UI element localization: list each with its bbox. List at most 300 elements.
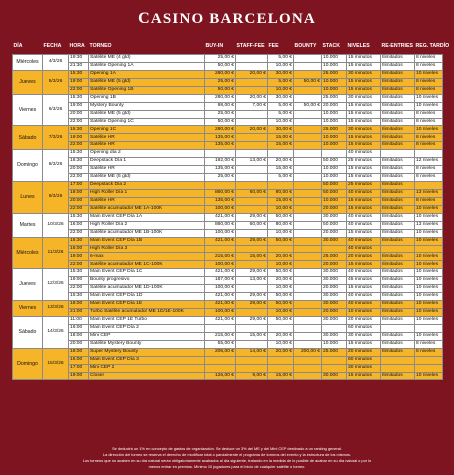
table-row [13, 332, 443, 340]
table-cell: 15,00 € [236, 253, 268, 261]
table-cell: 40 minutos [347, 213, 381, 221]
table-row [13, 316, 443, 324]
table-cell: 15 minutos [347, 174, 381, 182]
table-cell: 10,00 € [268, 340, 294, 348]
table-cell: 421,00 € [205, 316, 236, 324]
table-cell [268, 356, 294, 364]
table-cell [236, 150, 268, 158]
table-cell [236, 309, 268, 317]
column-header: STAFF-FEE [236, 37, 268, 55]
table-cell: 15,00 € [268, 142, 294, 150]
table-cell: 20,00 € [236, 94, 268, 102]
table-cell: 17:00 [69, 364, 89, 372]
table-cell: 15 minutos [347, 86, 381, 94]
table-cell: 20:00 [69, 110, 89, 118]
table-cell: 10,00 € [268, 62, 294, 70]
table-cell: 15 minutos [347, 205, 381, 213]
table-cell: 421,00 € [205, 237, 236, 245]
table-row [13, 150, 443, 158]
table-cell: 20,00 € [268, 332, 294, 340]
day-cell: Viernes [13, 94, 43, 126]
table-cell [236, 182, 268, 190]
table-body [13, 55, 443, 380]
table-row [13, 174, 443, 182]
table-cell [294, 293, 322, 301]
table-cell: 15:30 [69, 269, 89, 277]
table-cell: 19:30 [69, 55, 89, 63]
table-cell: Satélite HR [89, 166, 205, 174]
table-cell: 20,00 € [236, 70, 268, 78]
table-cell: 280,00 € [205, 70, 236, 78]
table-cell: 8 niveles [415, 166, 443, 174]
column-header: REG. TARDÍO [415, 37, 443, 55]
table-cell: 20 minutos [347, 253, 381, 261]
table-cell: 15 minutos [347, 229, 381, 237]
table-cell: 25,00 € [205, 55, 236, 63]
table-cell: 15 minutos [347, 261, 381, 269]
table-cell: 40 minutos [347, 293, 381, 301]
table-cell: 40 minutos [347, 269, 381, 277]
table-cell [205, 245, 236, 253]
table-cell [236, 134, 268, 142]
table-cell: 10 niveles [415, 205, 443, 213]
table-cell [236, 285, 268, 293]
table-cell: 5,00 € [268, 55, 294, 63]
table-cell: 19:00 [69, 253, 89, 261]
table-cell: Main Event CEP Día 3 [89, 356, 205, 364]
table-cell: Main Event CEP Día 1C [89, 269, 205, 277]
table-cell [236, 110, 268, 118]
table-cell [381, 150, 415, 158]
table-cell: 25.000 [322, 253, 347, 261]
table-cell: 22:00 [69, 205, 89, 213]
table-cell: 29,00 € [236, 213, 268, 221]
table-cell [236, 86, 268, 94]
table-cell: 80,00 € [268, 189, 294, 197]
table-cell: Main Event CEP 1E Turbo [89, 316, 205, 324]
table-cell: High Roller Día 3 [89, 245, 205, 253]
table-cell: 25.000 [322, 70, 347, 78]
table-cell: 10 niveles [415, 301, 443, 309]
table-cell: 100,00 € [205, 309, 236, 317]
table-cell: Ilimitados [381, 110, 415, 118]
table-cell: 50,00 € [205, 86, 236, 94]
date-cell: 4/3/26 [43, 55, 69, 71]
table-cell [294, 253, 322, 261]
table-cell: 7,00 € [236, 102, 268, 110]
table-cell [236, 62, 268, 70]
day-cell: Lunes [13, 182, 43, 214]
table-cell: 10,00 € [268, 309, 294, 317]
table-row [13, 142, 443, 150]
footer-note-1: Se deducirá un 1% en concepto de gastos de organización. Se deduce un 3% del ME y del Mini CEP destinado a un ranking general. [112, 446, 342, 451]
table-row [13, 158, 443, 166]
date-cell: 9/3/26 [43, 182, 69, 214]
table-cell: Ilimitados [381, 213, 415, 221]
table-cell [236, 142, 268, 150]
table-cell [294, 182, 322, 190]
table-cell: 98,00 € [205, 102, 236, 110]
table-cell: 20,00 € [268, 158, 294, 166]
table-cell: 22:00 [69, 118, 89, 126]
table-cell: 10 niveles [415, 102, 443, 110]
table-cell [236, 197, 268, 205]
column-header: TORNEO [89, 37, 205, 55]
table-cell: 15,00 € [268, 134, 294, 142]
table-row [13, 182, 443, 190]
table-cell: 215,00 € [205, 332, 236, 340]
table-row [13, 245, 443, 253]
table-cell: 25.000 [322, 94, 347, 102]
table-cell: Ilimitados [381, 142, 415, 150]
table-cell: 15 minutos [347, 372, 381, 380]
table-cell: 13,00 € [236, 158, 268, 166]
table-cell: 29,00 € [236, 237, 268, 245]
table-cell: Ilimitados [381, 301, 415, 309]
table-cell: 29,00 € [236, 301, 268, 309]
table-cell: 10 niveles [415, 70, 443, 78]
table-cell: Turbo Satélite acumulador ME 1D/1E-100K [89, 309, 205, 317]
table-cell [205, 150, 236, 158]
table-cell: 10 niveles [415, 372, 443, 380]
table-cell: 20.000 [322, 261, 347, 269]
table-cell: Satélite ME (4 gtd) [89, 55, 205, 63]
brand-initial: C [138, 10, 151, 27]
table-cell: Ilimitados [381, 293, 415, 301]
table-cell: 22:00 [69, 261, 89, 269]
table-cell: 60 minutos [347, 356, 381, 364]
table-cell: Main Event CEP Día 1E [89, 301, 205, 309]
table-cell [381, 364, 415, 372]
table-cell: 20.000 [322, 309, 347, 317]
table-cell: 50,00 € [268, 237, 294, 245]
table-cell: 18:00 [69, 332, 89, 340]
table-cell: Deepstack Día 2 [89, 182, 205, 190]
table-cell: 15 minutos [347, 118, 381, 126]
table-cell: 10.000 [322, 142, 347, 150]
table-cell: 15:30 [69, 213, 89, 221]
table-cell: Ilimitados [381, 372, 415, 380]
table-cell: 135,00 € [205, 197, 236, 205]
table-cell: 18:00 [69, 301, 89, 309]
table-cell: 421,00 € [205, 293, 236, 301]
day-cell: Miércoles [13, 237, 43, 269]
table-cell: 25 minutos [347, 158, 381, 166]
table-row [13, 126, 443, 134]
table-cell: 30 minutos [347, 332, 381, 340]
table-cell: 10 niveles [415, 316, 443, 324]
table-row [13, 94, 443, 102]
table-cell [294, 110, 322, 118]
table-cell: 10 niveles [415, 237, 443, 245]
table-cell: 55,00 € [205, 340, 236, 348]
table-cell: 8 niveles [415, 348, 443, 356]
table-cell: Mini CEP [89, 332, 205, 340]
column-header: RE-ENTRIES [381, 37, 415, 55]
table-cell: 30.000 [322, 316, 347, 324]
table-cell: Ilimitados [381, 221, 415, 229]
day-cell: Sábado [13, 316, 43, 348]
table-cell: Deepstack Día 1 [89, 158, 205, 166]
table-cell: 20,00 € [236, 126, 268, 134]
table-cell: 8 niveles [415, 142, 443, 150]
table-cell: Satélite Opening 1C [89, 118, 205, 126]
table-cell: 40 minutos [347, 245, 381, 253]
table-cell: Ilimitados [381, 70, 415, 78]
table-cell [205, 324, 236, 332]
table-cell: Ilimitados [381, 94, 415, 102]
table-cell: 50,00 € [268, 301, 294, 309]
table-row [13, 277, 443, 285]
table-cell: 10.000 [322, 78, 347, 86]
table-cell: 50,00 € [205, 62, 236, 70]
table-cell [294, 150, 322, 158]
table-cell: 280,00 € [205, 94, 236, 102]
table-cell: Ilimitados [381, 261, 415, 269]
table-cell: Main Event CEP Día 1D [89, 293, 205, 301]
brand-logo [0, 10, 454, 28]
table-cell: 15:30 [69, 94, 89, 102]
table-cell: 30.000 [322, 213, 347, 221]
table-cell: Ilimitados [381, 309, 415, 317]
table-cell: 10.000 [322, 110, 347, 118]
table-cell [294, 277, 322, 285]
table-cell: 10.000 [322, 55, 347, 63]
table-cell: 30.000 [322, 277, 347, 285]
table-cell: 30 minutos [347, 364, 381, 372]
table-cell: 15 minutos [347, 340, 381, 348]
table-cell: 16:30 [69, 158, 89, 166]
table-row [13, 213, 443, 221]
table-cell: Ilimitados [381, 166, 415, 174]
table-cell: 50.000 [322, 158, 347, 166]
table-cell [268, 324, 294, 332]
table-cell [205, 364, 236, 372]
table-cell [268, 245, 294, 253]
table-cell: Ilimitados [381, 126, 415, 134]
table-cell: Satélite acumulador ME 1A-100K [89, 205, 205, 213]
table-cell: 10 niveles [415, 261, 443, 269]
table-cell [294, 197, 322, 205]
table-cell: 8 niveles [415, 62, 443, 70]
table-cell: Ilimitados [381, 189, 415, 197]
table-cell: 10,00 € [268, 285, 294, 293]
table-cell: 10 niveles [415, 94, 443, 102]
table-cell [381, 324, 415, 332]
table-cell: 15:30 [69, 70, 89, 78]
date-cell: 14/3/26 [43, 316, 69, 348]
table-cell [294, 364, 322, 372]
table-cell: 20.000 [322, 102, 347, 110]
table-cell: 50.000 [322, 189, 347, 197]
table-cell: 30 minutos [347, 94, 381, 102]
table-row [13, 309, 443, 317]
table-cell: Ilimitados [381, 269, 415, 277]
table-cell [236, 324, 268, 332]
date-cell: 12/3/26 [43, 269, 69, 301]
table-cell: 50.000 [322, 182, 347, 190]
date-cell: 13/3/26 [43, 301, 69, 317]
table-row [13, 86, 443, 94]
table-header-row [13, 37, 443, 55]
table-cell: 135,00 € [205, 142, 236, 150]
table-cell: 18:00 [69, 348, 89, 356]
table-cell: 20 minutos [347, 348, 381, 356]
table-cell: 10 niveles [415, 269, 443, 277]
table-cell [415, 356, 443, 364]
table-row [13, 205, 443, 213]
table-cell: 10 niveles [415, 293, 443, 301]
date-cell: 11/3/26 [43, 237, 69, 269]
table-cell: 280,00 € [205, 126, 236, 134]
table-cell: 15 minutos [347, 142, 381, 150]
table-cell: 17:00 [69, 182, 89, 190]
table-cell: 50,00 € [294, 102, 322, 110]
table-cell: Closer [89, 372, 205, 380]
table-cell: 29,00 € [236, 269, 268, 277]
table-row [13, 70, 443, 78]
table-cell: 18:00 [69, 189, 89, 197]
day-cell: Domingo [13, 150, 43, 182]
table-cell: 50,00 € [268, 316, 294, 324]
table-cell: Ilimitados [381, 340, 415, 348]
table-cell: 10 niveles [415, 332, 443, 340]
table-row [13, 301, 443, 309]
table-row [13, 62, 443, 70]
table-cell: 10.000 [322, 166, 347, 174]
table-cell: 15 minutos [347, 78, 381, 86]
table-cell [236, 356, 268, 364]
table-cell [236, 174, 268, 182]
table-cell: 50,00 € [205, 118, 236, 126]
table-cell: 20,00 € [268, 348, 294, 356]
table-cell: 20.000 [322, 205, 347, 213]
table-cell: Opening 1C [89, 126, 205, 134]
table-cell [322, 324, 347, 332]
table-cell: 30.000 [322, 269, 347, 277]
table-cell [294, 166, 322, 174]
table-cell: 200,00 € [294, 348, 322, 356]
table-cell: 50.000 [322, 221, 347, 229]
table-cell [236, 118, 268, 126]
table-cell: Super Mystery Bounty [89, 348, 205, 356]
table-cell: 421,00 € [205, 301, 236, 309]
table-cell: 15:30 [69, 150, 89, 158]
table-cell: Satélite Opening 1A [89, 62, 205, 70]
table-cell [205, 182, 236, 190]
day-cell: Martes [13, 213, 43, 237]
table-cell: 60,00 € [236, 221, 268, 229]
table-cell: 45 minutos [347, 277, 381, 285]
table-cell: 215,00 € [205, 253, 236, 261]
table-cell: 5,00 € [268, 110, 294, 118]
table-cell: 13 niveles [415, 221, 443, 229]
table-cell [381, 356, 415, 364]
table-cell [294, 174, 322, 182]
table-cell: 50,00 € [268, 269, 294, 277]
table-cell [294, 229, 322, 237]
table-cell: 15 minutos [347, 285, 381, 293]
table-cell: Ilimitados [381, 62, 415, 70]
table-cell: 8 niveles [415, 86, 443, 94]
table-cell: 10 minutos [347, 309, 381, 317]
table-cell: 13 niveles [415, 189, 443, 197]
table-cell: Ilimitados [381, 174, 415, 182]
day-cell: Domingo [13, 348, 43, 380]
table-cell [236, 340, 268, 348]
table-cell: 15 minutos [347, 62, 381, 70]
table-cell: Ilimitados [381, 316, 415, 324]
table-row [13, 78, 443, 86]
table-cell: 15,00 € [268, 372, 294, 380]
table-cell: 50,00 € [268, 213, 294, 221]
table-cell: 19:00 [69, 372, 89, 380]
table-cell: 30 minutos [347, 70, 381, 78]
table-cell [294, 126, 322, 134]
table-cell: 100,00 € [205, 229, 236, 237]
table-cell: 5,00 € [268, 174, 294, 182]
table-cell: 20,00 € [268, 253, 294, 261]
table-cell [294, 245, 322, 253]
table-cell [294, 237, 322, 245]
table-cell: 16:00 [69, 324, 89, 332]
table-row [13, 364, 443, 372]
table-cell: Ilimitados [381, 86, 415, 94]
table-cell: 10 niveles [415, 213, 443, 221]
table-cell: 8 niveles [415, 78, 443, 86]
table-cell: 8 niveles [415, 110, 443, 118]
table-cell: 60,00 € [236, 189, 268, 197]
table-cell: 25,00 € [205, 78, 236, 86]
table-cell: Satélite ME (5 gtd) [89, 78, 205, 86]
table-cell: 10,00 € [268, 118, 294, 126]
table-cell [268, 364, 294, 372]
table-cell: 30,00 € [268, 126, 294, 134]
table-cell: 19:00 [69, 78, 89, 86]
table-cell: Ilimitados [381, 277, 415, 285]
table-cell [236, 245, 268, 253]
table-row [13, 372, 443, 380]
day-cell: Jueves [13, 269, 43, 301]
table-cell [236, 229, 268, 237]
table-cell: 29,00 € [236, 293, 268, 301]
table-cell: 20:00 [69, 197, 89, 205]
table-row [13, 261, 443, 269]
table-cell: Ilimitados [381, 182, 415, 190]
table-cell [294, 55, 322, 63]
table-cell [322, 150, 347, 158]
table-cell [294, 309, 322, 317]
table-cell: 15:30 [69, 293, 89, 301]
table-cell [294, 189, 322, 197]
table-cell: 20,00 € [268, 277, 294, 285]
table-cell: Satélite Mystery Bounty [89, 340, 205, 348]
table-cell [236, 78, 268, 86]
table-cell: 20:00 [69, 166, 89, 174]
table-cell [294, 134, 322, 142]
table-row [13, 340, 443, 348]
table-row [13, 102, 443, 110]
table-cell: 8 niveles [415, 55, 443, 63]
table-cell [294, 205, 322, 213]
table-cell [294, 261, 322, 269]
table-cell: 22:00 [69, 86, 89, 94]
table-cell: 20 minutos [347, 316, 381, 324]
footer-note-4: menos entrar en premios. Mínimo 10 jugadores para el inicio de cualquier satélite o torneo. [148, 464, 306, 469]
table-cell [236, 261, 268, 269]
table-cell [294, 340, 322, 348]
table-cell: 100,00 € [205, 285, 236, 293]
